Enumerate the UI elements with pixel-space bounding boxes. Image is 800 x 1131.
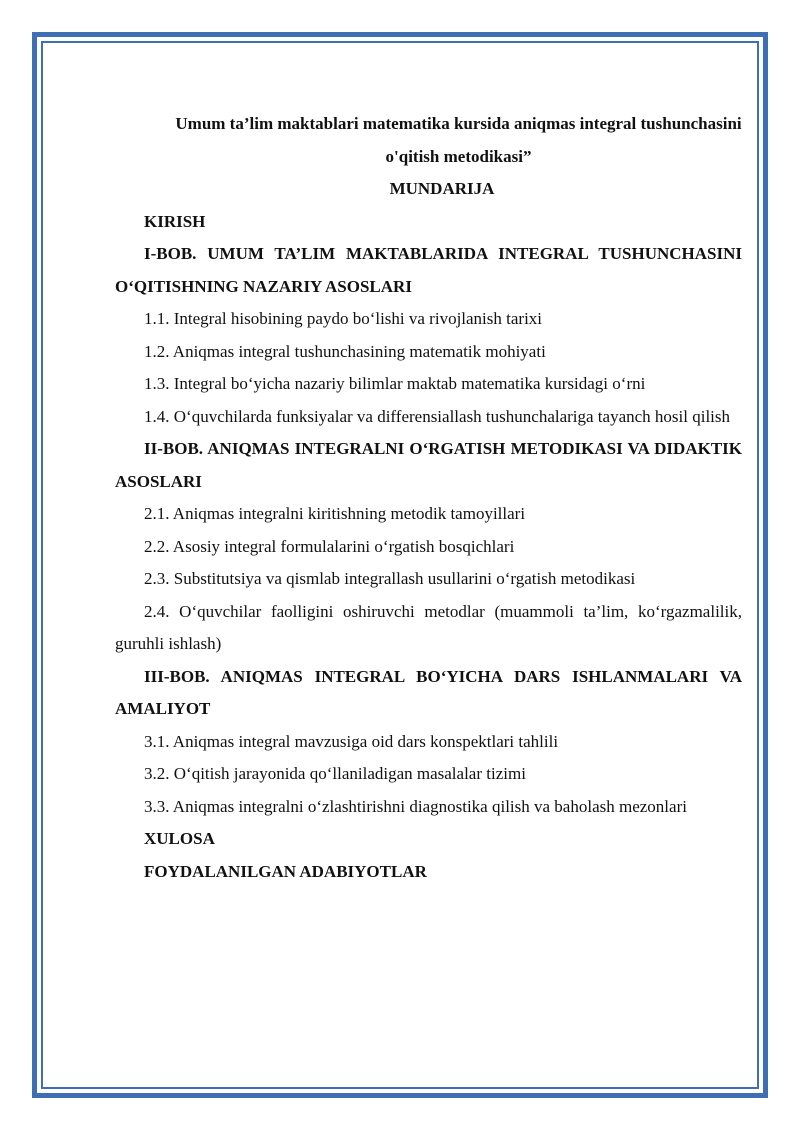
document-title: Umum ta’lim maktablari matematika kursida aniqmas integral tushunchasini o'qitish metodikasi” [175,114,742,166]
toc-entry-2-2: 2.2. Asosiy integral formulalarini o‘rgatish bosqichlari [144,536,515,556]
toc-heading: MUNDARIJA [389,179,495,198]
toc-entry-3-3: 3.3. Aniqmas integralni o‘zlashtirishni diagnostika qilish va baholash mezonlari [144,796,687,816]
toc-entry-2-3: 2.3. Substitutsiya va qismlab integrallash usullarini o‘rgatish metodikasi [144,569,636,588]
toc-entry-1-3: 1.3. Integral bo‘yicha nazariy bilimlar maktab matematika kursidagi o‘rni [144,374,646,393]
toc-entry-references: FOYDALANILGAN ADABIYOTLAR [144,861,427,881]
toc-entry-chapter-3: III-BOB. ANIQMAS INTEGRAL BO‘YICHA DARS ISHLANMALARI VA AMALIYOT [115,666,742,718]
toc-entry-3-1: 3.1. Aniqmas integral mavzusiga oid dars konspektlari tahlili [144,731,559,751]
toc-entry-kirish: KIRISH [144,211,206,231]
toc-entry-xulosa: XULOSA [144,829,215,848]
toc-entry-1-4: 1.4. O‘quvchilarda funksiyalar va differensiallash tushunchalariga tayanch hosil qilish [144,406,731,426]
toc-entry-1-1: 1.1. Integral hisobining paydo bo‘lishi va rivojlanish tarixi [144,309,543,328]
toc-entry-1-2: 1.2. Aniqmas integral tushunchasining matematik mohiyati [144,341,546,361]
toc-entry-2-1: 2.1. Aniqmas integralni kiritishning metodik tamoyillari [144,504,526,523]
toc-entry-2-4: 2.4. O‘quvchilar faolligini oshiruvchi metodlar (muammoli ta’lim, ko‘rgazmalilik, guruhli ishlash) [115,601,742,653]
toc-entry-chapter-2: II-BOB. ANIQMAS INTEGRALNI O‘RGATISH METODIKASI VA DIDAKTIK ASOSLARI [115,439,742,491]
document-body [115,108,742,888]
toc-entry-chapter-1: I-BOB. UMUM TA’LIM MAKTABLARIDA INTEGRAL TUSHUNCHASINI O‘QITISHNING NAZARIY ASOSLARI [115,244,742,296]
toc-entry-3-2: 3.2. O‘qitish jarayonida qo‘llaniladigan masalalar tizimi [144,764,526,783]
